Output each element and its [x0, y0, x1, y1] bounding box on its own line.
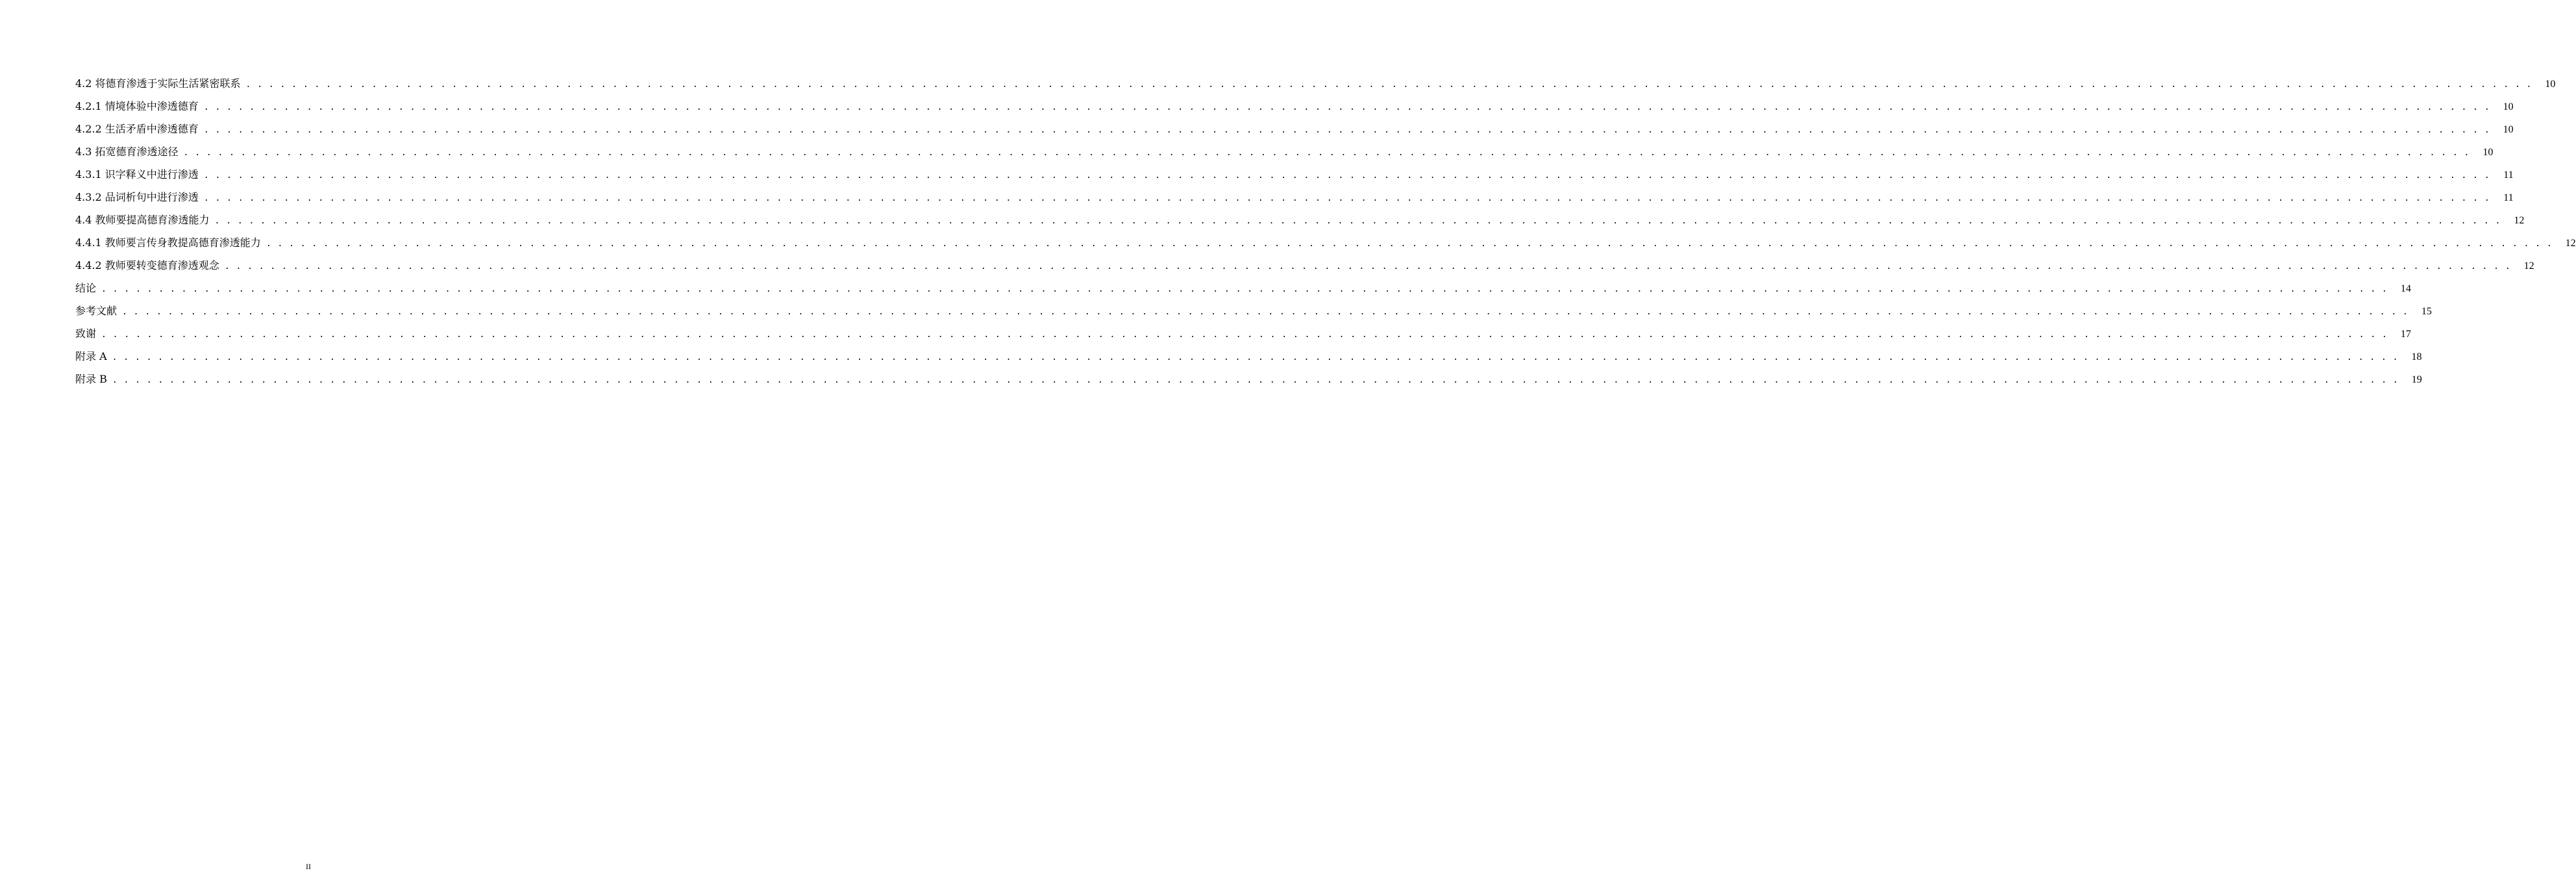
toc-entry-title: 参考文献: [75, 305, 118, 317]
toc-leader-dots: . . . . . . . . . . . . . . . . . . . . . . . . . . . . . . . . . . . . . . . . . . . . . . . . . . . . . . . . . . . . . . . . . . . . . . . . . . . . . . . . . . . . . . . . . . . . . . . . . . . . . . . . . . . . . . . . . . . . . . . . . . . . . . . . . . . . . . . . . . . . . . . . . . . . . . . . . . . . . . . . . . . . . . . . . . . . . . . . . . . . . . . . . . . . . . . . . . . . . . . .: [203, 103, 2490, 112]
toc-entry[interactable]: [75, 190, 2514, 212]
toc-entry-page: 19: [2411, 374, 2422, 385]
toc-leader-dots: . . . . . . . . . . . . . . . . . . . . . . . . . . . . . . . . . . . . . . . . . . . . . . . . . . . . . . . . . . . . . . . . . . . . . . . . . . . . . . . . . . . . . . . . . . . . . . . . . . . . . . . . . . . . . . . . . . . . . . . . . . . . . . . . . . . . . . . . . . . . . . . . . . . . . . . . . . . . . . . . . . . . . . . . . . . . . . . . . . . . . . . . . . . . . . . . . . . . . . . .: [112, 375, 2399, 385]
toc-leader-dots: . . . . . . . . . . . . . . . . . . . . . . . . . . . . . . . . . . . . . . . . . . . . . . . . . . . . . . . . . . . . . . . . . . . . . . . . . . . . . . . . . . . . . . . . . . . . . . . . . . . . . . . . . . . . . . . . . . . . . . . . . . . . . . . . . . . . . . . . . . . . . . . . . . . . . . . . . . . . . . . . . . . . . . . . . . . . . . . . . . . . . . . . . . . . . . . . . . . . . . . .: [203, 171, 2490, 181]
toc-entry-page: 12: [2523, 260, 2534, 272]
toc-leader-dots: . . . . . . . . . . . . . . . . . . . . . . . . . . . . . . . . . . . . . . . . . . . . . . . . . . . . . . . . . . . . . . . . . . . . . . . . . . . . . . . . . . . . . . . . . . . . . . . . . . . . . . . . . . . . . . . . . . . . . . . . . . . . . . . . . . . . . . . . . . . . . . . . . . . . . . . . . . . . . . . . . . . . . . . . . . . . . . . . . . . . . . . . . . . . . . . . . . . . . . . .: [101, 285, 2388, 294]
table-of-contents: [75, 76, 2576, 394]
toc-entry-title: 4.2.1 情境体验中渗透德育: [75, 100, 199, 112]
toc-leader-dots: . . . . . . . . . . . . . . . . . . . . . . . . . . . . . . . . . . . . . . . . . . . . . . . . . . . . . . . . . . . . . . . . . . . . . . . . . . . . . . . . . . . . . . . . . . . . . . . . . . . . . . . . . . . . . . . . . . . . . . . . . . . . . . . . . . . . . . . . . . . . . . . . . . . . . . . . . . . . . . . . . . . . . . . . . . . . . . . . . . . . . . . . . . . . . . . . . . . . . . . .: [203, 194, 2490, 203]
toc-entry[interactable]: [75, 144, 2494, 167]
toc-entry[interactable]: [75, 121, 2514, 144]
toc-entry-title: 4.2.2 生活矛盾中渗透德育: [75, 123, 199, 135]
toc-leader-dots: . . . . . . . . . . . . . . . . . . . . . . . . . . . . . . . . . . . . . . . . . . . . . . . . . . . . . . . . . . . . . . . . . . . . . . . . . . . . . . . . . . . . . . . . . . . . . . . . . . . . . . . . . . . . . . . . . . . . . . . . . . . . . . . . . . . . . . . . . . . . . . . . . . . . . . . . . . . . . . . . . . . . . . . . . . . . . . . . . . . . . . . . . . . . . . . . . . . . . . . .: [122, 307, 2409, 317]
toc-entry[interactable]: [75, 99, 2514, 121]
toc-entry-page: 15: [2421, 306, 2432, 317]
toc-leader-dots: . . . . . . . . . . . . . . . . . . . . . . . . . . . . . . . . . . . . . . . . . . . . . . . . . . . . . . . . . . . . . . . . . . . . . . . . . . . . . . . . . . . . . . . . . . . . . . . . . . . . . . . . . . . . . . . . . . . . . . . . . . . . . . . . . . . . . . . . . . . . . . . . . . . . . . . . . . . . . . . . . . . . . . . . . . . . . . . . . . . . . . . . . . . . . . . . . . . . . . . .: [101, 330, 2388, 340]
toc-leader-dots: . . . . . . . . . . . . . . . . . . . . . . . . . . . . . . . . . . . . . . . . . . . . . . . . . . . . . . . . . . . . . . . . . . . . . . . . . . . . . . . . . . . . . . . . . . . . . . . . . . . . . . . . . . . . . . . . . . . . . . . . . . . . . . . . . . . . . . . . . . . . . . . . . . . . . . . . . . . . . . . . . . . . . . . . . . . . . . . . . . . . . . . . . . . . . . . . . . . . . . . .: [266, 239, 2553, 249]
toc-entry[interactable]: [75, 281, 2411, 303]
toc-entry-title: 4.4 教师要提高德育渗透能力: [75, 214, 210, 226]
toc-entry-page: 10: [2503, 124, 2514, 135]
toc-entry-title: 致谢: [75, 327, 97, 340]
toc-entry[interactable]: [75, 76, 2556, 99]
page-number: II: [306, 862, 311, 871]
toc-entry[interactable]: [75, 326, 2411, 349]
toc-entry-title: 4.3.2 品词析句中进行渗透: [75, 191, 199, 203]
toc-entry-page: 17: [2400, 329, 2411, 340]
toc-entry-title: 4.4.1 教师要言传身教提高德育渗透能力: [75, 236, 261, 249]
toc-entry-page: 11: [2503, 170, 2514, 181]
toc-entry[interactable]: [75, 349, 2422, 372]
toc-entry[interactable]: [75, 258, 2534, 281]
toc-entry-title: 4.3.1 识字释义中进行渗透: [75, 168, 199, 181]
toc-leader-dots: . . . . . . . . . . . . . . . . . . . . . . . . . . . . . . . . . . . . . . . . . . . . . . . . . . . . . . . . . . . . . . . . . . . . . . . . . . . . . . . . . . . . . . . . . . . . . . . . . . . . . . . . . . . . . . . . . . . . . . . . . . . . . . . . . . . . . . . . . . . . . . . . . . . . . . . . . . . . . . . . . . . . . . . . . . . . . . . . . . . . . . . . . . . . . . . . . . . . . . . .: [203, 125, 2490, 135]
toc-entry-title: 4.3 拓宽德育渗透途径: [75, 146, 179, 158]
toc-entry-page: 10: [2503, 101, 2514, 112]
toc-entry-page: 12: [2565, 238, 2576, 249]
toc-leader-dots: . . . . . . . . . . . . . . . . . . . . . . . . . . . . . . . . . . . . . . . . . . . . . . . . . . . . . . . . . . . . . . . . . . . . . . . . . . . . . . . . . . . . . . . . . . . . . . . . . . . . . . . . . . . . . . . . . . . . . . . . . . . . . . . . . . . . . . . . . . . . . . . . . . . . . . . . . . . . . . . . . . . . . . . . . . . . . . . . . . . . . . . . . . . . . . . . . . . . . . . .: [112, 353, 2399, 362]
toc-leader-dots: . . . . . . . . . . . . . . . . . . . . . . . . . . . . . . . . . . . . . . . . . . . . . . . . . . . . . . . . . . . . . . . . . . . . . . . . . . . . . . . . . . . . . . . . . . . . . . . . . . . . . . . . . . . . . . . . . . . . . . . . . . . . . . . . . . . . . . . . . . . . . . . . . . . . . . . . . . . . . . . . . . . . . . . . . . . . . . . . . . . . . . . . . . . . . . . . . . . . . . . .: [224, 262, 2511, 272]
toc-entry-page: 10: [2545, 79, 2556, 90]
toc-entry[interactable]: [75, 167, 2514, 190]
toc-entry-page: 14: [2400, 283, 2411, 294]
toc-entry-title: 4.4.2 教师要转变德育渗透观念: [75, 259, 219, 272]
toc-entry[interactable]: [75, 235, 2576, 258]
toc-entry-title: 4.2 将德育渗透于实际生活紧密联系: [75, 77, 241, 90]
toc-entry-title: 附录 A: [75, 350, 107, 362]
toc-entry-title: 结论: [75, 282, 97, 294]
toc-entry[interactable]: [75, 303, 2432, 326]
toc-entry-page: 18: [2411, 351, 2422, 362]
toc-entry-page: 12: [2514, 215, 2525, 226]
toc-entry[interactable]: [75, 212, 2525, 235]
toc-entry-title: 附录 B: [75, 373, 107, 385]
toc-entry-page: 11: [2503, 192, 2514, 203]
toc-leader-dots: . . . . . . . . . . . . . . . . . . . . . . . . . . . . . . . . . . . . . . . . . . . . . . . . . . . . . . . . . . . . . . . . . . . . . . . . . . . . . . . . . . . . . . . . . . . . . . . . . . . . . . . . . . . . . . . . . . . . . . . . . . . . . . . . . . . . . . . . . . . . . . . . . . . . . . . . . . . . . . . . . . . . . . . . . . . . . . . . . . . . . . . . . . . . . . . . . . . . . . . .: [245, 80, 2533, 90]
toc-leader-dots: . . . . . . . . . . . . . . . . . . . . . . . . . . . . . . . . . . . . . . . . . . . . . . . . . . . . . . . . . . . . . . . . . . . . . . . . . . . . . . . . . . . . . . . . . . . . . . . . . . . . . . . . . . . . . . . . . . . . . . . . . . . . . . . . . . . . . . . . . . . . . . . . . . . . . . . . . . . . . . . . . . . . . . . . . . . . . . . . . . . . . . . . . . . . . . . . . . . . . . . .: [214, 216, 2501, 226]
toc-entry-page: 10: [2483, 147, 2494, 158]
toc-entry[interactable]: [75, 372, 2422, 394]
toc-leader-dots: . . . . . . . . . . . . . . . . . . . . . . . . . . . . . . . . . . . . . . . . . . . . . . . . . . . . . . . . . . . . . . . . . . . . . . . . . . . . . . . . . . . . . . . . . . . . . . . . . . . . . . . . . . . . . . . . . . . . . . . . . . . . . . . . . . . . . . . . . . . . . . . . . . . . . . . . . . . . . . . . . . . . . . . . . . . . . . . . . . . . . . . . . . . . . . . . . . . . . . . .: [183, 148, 2470, 158]
